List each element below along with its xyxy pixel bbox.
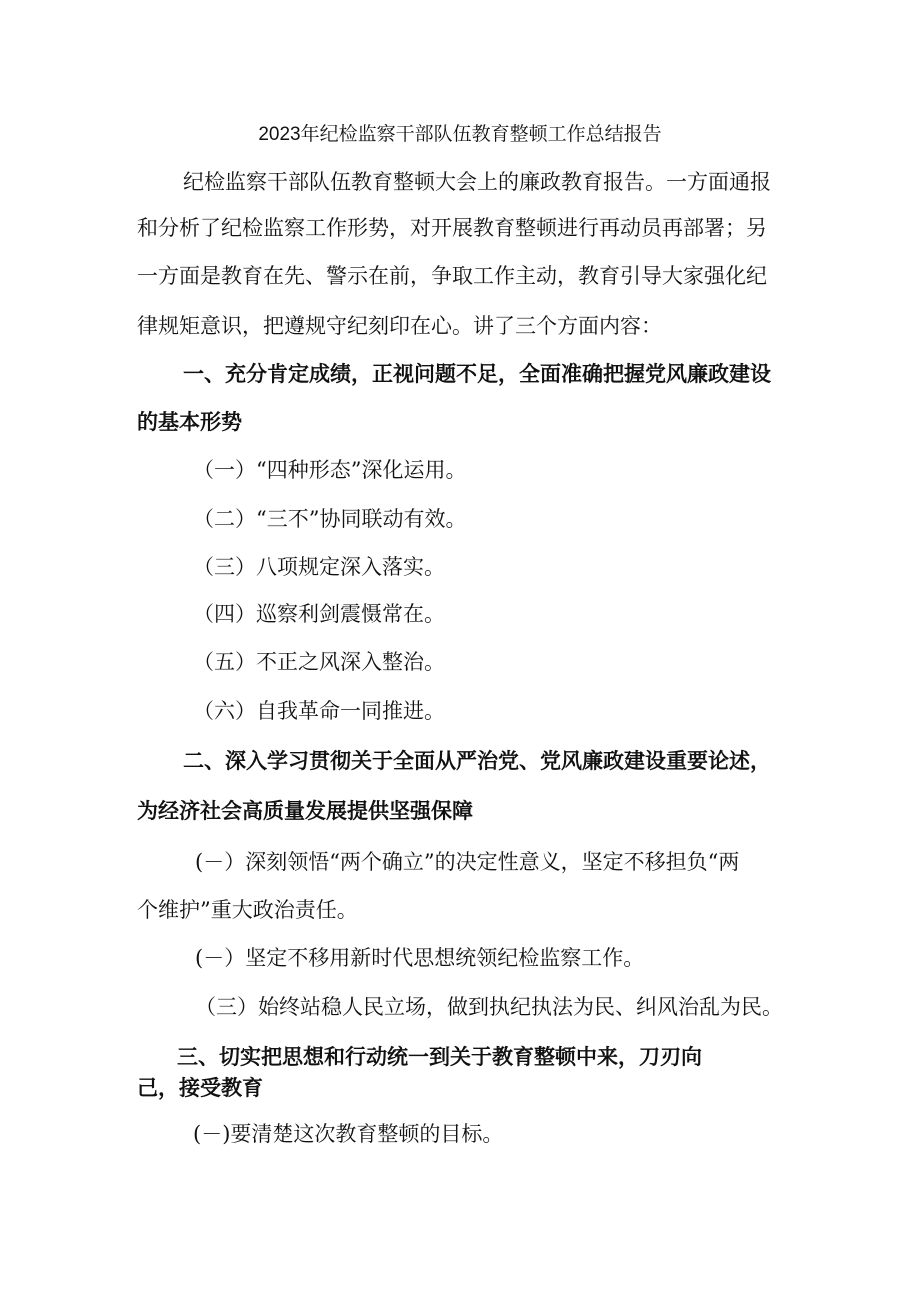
document-title: 2023年纪检监察干部队伍教育整顿工作总结报告: [258, 124, 662, 145]
section-1-item: （六）自我革命一同推进。: [193, 699, 445, 723]
section-1-item: （一）“四种形态”深化运用。: [193, 458, 467, 482]
intro-paragraph-line: 一方面是教育在先、警示在前，争取工作主动，教育引导大家强化纪: [137, 264, 767, 288]
section-1-item: （四）巡察利剑震慑常在。: [193, 602, 445, 626]
section-1-item: （三）八项规定深入落实。: [193, 555, 445, 579]
section-1-heading-continued: 的基本形势: [137, 410, 242, 434]
section-3-item: (－)要清楚这次教育整顿的目标。: [193, 1122, 504, 1146]
section-3-heading-continued: 己，接受教育: [137, 1076, 263, 1100]
section-2-item: (－）坚定不移用新时代思想统领纪检监察工作。: [195, 946, 645, 970]
section-3-heading: 三、切实把思想和行动统一到关于教育整顿中来，刀刃向: [177, 1045, 702, 1069]
intro-paragraph-line: 和分析了纪检监察工作形势，对开展教育整顿进行再动员再部署；另: [137, 216, 767, 240]
section-2-item-continued: 个维护”重大政治责任。: [137, 898, 358, 922]
section-2-item: (－）深刻领悟“两个确立”的决定性意义，坚定不移担负“两: [195, 850, 740, 874]
section-2-item: （三）始终站稳人民立场，做到执纪执法为民、纠风治乱为民。: [195, 995, 783, 1019]
section-1-item: （二）“三不”协同联动有效。: [193, 507, 467, 531]
section-1-item: （五）不正之风深入整治。: [193, 650, 445, 674]
intro-paragraph-line: 律规矩意识，把遵规守纪刻印在心。讲了三个方面内容：: [137, 314, 662, 338]
intro-paragraph-line: 纪检监察干部队伍教育整顿大会上的廉政教育报告。一方面通报: [183, 170, 771, 194]
section-1-heading: 一、充分肯定成绩，正视问题不足，全面准确把握党风廉政建设: [183, 362, 771, 386]
section-2-heading: 二、深入学习贯彻关于全面从严治党、党风廉政建设重要论述，: [183, 749, 771, 773]
section-2-heading-continued: 为经济社会高质量发展提供坚强保障: [137, 799, 473, 823]
